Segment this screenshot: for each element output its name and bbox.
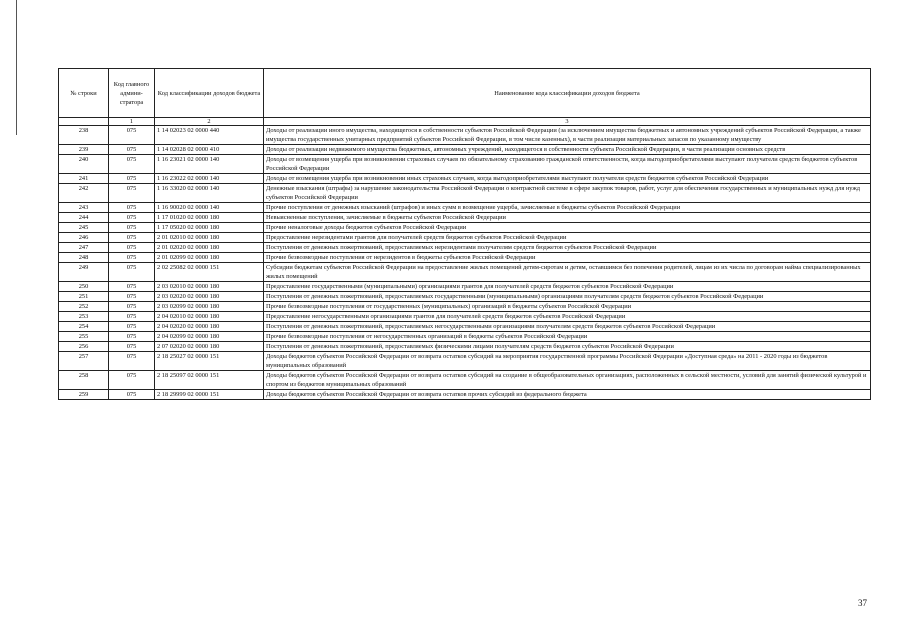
page-number: 37 xyxy=(858,598,867,608)
classification-code-cell: 1 16 90020 02 0000 140 xyxy=(155,203,264,213)
column-number-row xyxy=(59,118,871,126)
admin-code-cell: 075 xyxy=(109,233,155,243)
code-name-cell: Поступления от денежных пожертвований, предоставляемых физическими лицами получателям средств бюджетов субъектов Российской Федерации xyxy=(264,342,871,352)
table-row xyxy=(59,203,871,213)
header-code-name: Наименование кода классификации доходов бюджета xyxy=(264,69,871,118)
admin-code-cell: 075 xyxy=(109,203,155,213)
admin-code-cell: 075 xyxy=(109,174,155,184)
code-name-cell: Поступления от денежных пожертвований, предоставляемых нерезидентами получателям средств бюджетов субъектов Российской Федерации xyxy=(264,243,871,253)
row-number-cell: 255 xyxy=(59,332,109,342)
classification-code-cell: 2 18 29999 02 0000 151 xyxy=(155,390,264,400)
classification-code-cell: 1 16 23021 02 0000 140 xyxy=(155,155,264,174)
classification-code-cell: 2 01 02010 02 0000 180 xyxy=(155,233,264,243)
table-row xyxy=(59,126,871,145)
classification-code-cell: 1 17 05020 02 0000 180 xyxy=(155,223,264,233)
code-name-cell: Поступления от денежных пожертвований, предоставляемых негосударственными организациями получателям средств бюджетов субъектов Российской Федерации xyxy=(264,322,871,332)
classification-code-cell: 1 17 01020 02 0000 180 xyxy=(155,213,264,223)
row-number-cell: 238 xyxy=(59,126,109,145)
table-row xyxy=(59,332,871,342)
classification-code-cell: 2 18 25097 02 0000 151 xyxy=(155,371,264,390)
classification-code-cell: 2 07 02020 02 0000 180 xyxy=(155,342,264,352)
table-row xyxy=(59,184,871,203)
row-number-cell: 250 xyxy=(59,282,109,292)
admin-code-cell: 075 xyxy=(109,292,155,302)
row-number-cell: 257 xyxy=(59,352,109,371)
row-number-cell: 240 xyxy=(59,155,109,174)
row-number-cell: 242 xyxy=(59,184,109,203)
classification-code-cell: 2 04 02099 02 0000 180 xyxy=(155,332,264,342)
code-name-cell: Невыясненные поступления, зачисляемые в бюджеты субъектов Российской Федерации xyxy=(264,213,871,223)
code-name-cell: Доходы бюджетов субъектов Российской Федерации от возврата остатков субсидий на мероприятия государственной программы Российской Федерации «Доступная среда» на 2011 - 2020 годы из бюджетов муниципальных образований xyxy=(264,352,871,371)
table-row xyxy=(59,213,871,223)
classification-code-cell: 2 02 25082 02 0000 151 xyxy=(155,263,264,282)
admin-code-cell: 075 xyxy=(109,145,155,155)
code-name-cell: Прочие безвозмездные поступления от нерезидентов в бюджеты субъектов Российской Федерации xyxy=(264,253,871,263)
admin-code-cell: 075 xyxy=(109,302,155,312)
code-name-cell: Прочие безвозмездные поступления от государственных (муниципальных) организаций в бюджеты субъектов Российской Федерации xyxy=(264,302,871,312)
table-row xyxy=(59,352,871,371)
row-number-cell: 239 xyxy=(59,145,109,155)
admin-code-cell: 075 xyxy=(109,243,155,253)
table-row xyxy=(59,322,871,332)
table-body xyxy=(59,126,871,400)
column-number-2: 2 xyxy=(155,118,264,126)
table-row xyxy=(59,223,871,233)
row-number-cell: 253 xyxy=(59,312,109,322)
margin-line xyxy=(16,0,17,135)
row-number-cell: 252 xyxy=(59,302,109,312)
classification-code-cell: 2 04 02020 02 0000 180 xyxy=(155,322,264,332)
table-row xyxy=(59,282,871,292)
header-classification-code: Код классификации доходов бюджета xyxy=(155,69,264,118)
classification-code-cell: 2 18 25027 02 0000 151 xyxy=(155,352,264,371)
admin-code-cell: 075 xyxy=(109,322,155,332)
row-number-cell: 258 xyxy=(59,371,109,390)
code-name-cell: Доходы бюджетов субъектов Российской Федерации от возврата остатков субсидий на создание в общеобразовательных организациях, расположенных в сельской местности, условий для занятий физической культурой и спортом из бюджетов муниципальных образований xyxy=(264,371,871,390)
code-name-cell: Предоставление государственными (муниципальными) организациями грантов для получателей средств бюджетов субъектов Российской Федерации xyxy=(264,282,871,292)
admin-code-cell: 075 xyxy=(109,253,155,263)
table-row xyxy=(59,371,871,390)
classification-code-cell: 1 16 23022 02 0000 140 xyxy=(155,174,264,184)
row-number-cell: 249 xyxy=(59,263,109,282)
table-header-row xyxy=(59,69,871,118)
classification-code-cell: 2 03 02020 02 0000 180 xyxy=(155,292,264,302)
classification-code-cell: 1 14 02028 02 0000 410 xyxy=(155,145,264,155)
code-name-cell: Субсидии бюджетам субъектов Российской Федерации на предоставление жилых помещений детям-сиротам и детям, оставшимся без попечения родителей, лицам из их числа по договорам найма специализированных жилых помещений xyxy=(264,263,871,282)
admin-code-cell: 075 xyxy=(109,342,155,352)
header-row-number: № строки xyxy=(59,69,109,118)
code-name-cell: Доходы от реализации иного имущества, находящегося в собственности субъектов Российской Федерации (за исключением имущества бюджетных и автономных учреждений субъектов Российской Федерации, а также имущества государственных унитарных предприятий субъектов Российской Федерации, в том числе казенных), в части реализации материальных запасов по указанному имуществу xyxy=(264,126,871,145)
classification-code-cell: 2 04 02010 02 0000 180 xyxy=(155,312,264,322)
row-number-cell: 259 xyxy=(59,390,109,400)
admin-code-cell: 075 xyxy=(109,332,155,342)
admin-code-cell: 075 xyxy=(109,352,155,371)
row-number-cell: 245 xyxy=(59,223,109,233)
column-number-empty xyxy=(59,118,109,126)
code-name-cell: Денежные взыскания (штрафы) за нарушение законодательства Российской Федерации о контрактной системе в сфере закупок товаров, работ, услуг для обеспечения государственных и муниципальных нужд для нужд субъектов Российской Федерации xyxy=(264,184,871,203)
code-name-cell: Доходы от реализации недвижимого имущества бюджетных, автономных учреждений, находящегося в собственности субъекта Российской Федерации, в части реализации основных средств xyxy=(264,145,871,155)
table-row xyxy=(59,302,871,312)
code-name-cell: Доходы от возмещения ущерба при возникновении иных страховых случаев, когда выгодоприобретателями выступают получатели средств бюджетов субъектов Российской Федерации xyxy=(264,174,871,184)
admin-code-cell: 075 xyxy=(109,371,155,390)
row-number-cell: 244 xyxy=(59,213,109,223)
code-name-cell: Доходы от возмещения ущерба при возникновении страховых случаев по обязательному страхованию гражданской ответственности, когда выгодоприобретателями выступают получатели средств бюджетов субъектов Российской Федерации xyxy=(264,155,871,174)
row-number-cell: 251 xyxy=(59,292,109,302)
table-row xyxy=(59,243,871,253)
admin-code-cell: 075 xyxy=(109,223,155,233)
table-row xyxy=(59,312,871,322)
table-row xyxy=(59,145,871,155)
classification-code-cell: 1 16 33020 02 0000 140 xyxy=(155,184,264,203)
revenue-classification-table xyxy=(58,68,871,400)
admin-code-cell: 075 xyxy=(109,213,155,223)
admin-code-cell: 075 xyxy=(109,390,155,400)
classification-code-cell: 1 14 02023 02 0000 440 xyxy=(155,126,264,145)
code-name-cell: Поступления от денежных пожертвований, предоставляемых государственными (муниципальными) организациями получателям средств бюджетов субъектов Российской Федерации xyxy=(264,292,871,302)
code-name-cell: Прочие безвозмездные поступления от негосударственных организаций в бюджеты субъектов Российской Федерации xyxy=(264,332,871,342)
code-name-cell: Доходы бюджетов субъектов Российской Федерации от возврата остатков прочих субсидий из федерального бюджета xyxy=(264,390,871,400)
header-admin-code: Код главного админи-стратора xyxy=(109,69,155,118)
code-name-cell: Прочие неналоговые доходы бюджетов субъектов Российской Федерации xyxy=(264,223,871,233)
row-number-cell: 241 xyxy=(59,174,109,184)
code-name-cell: Предоставление негосударственными организациями грантов для получателей средств бюджетов субъектов Российской Федерации xyxy=(264,312,871,322)
code-name-cell: Прочие поступления от денежных взысканий (штрафов) и иных сумм в возмещение ущерба, зачисляемые в бюджеты субъектов Российской Федерации xyxy=(264,203,871,213)
admin-code-cell: 075 xyxy=(109,263,155,282)
table-row xyxy=(59,292,871,302)
row-number-cell: 248 xyxy=(59,253,109,263)
row-number-cell: 254 xyxy=(59,322,109,332)
table-row xyxy=(59,253,871,263)
row-number-cell: 247 xyxy=(59,243,109,253)
table-row xyxy=(59,155,871,174)
column-number-3: 3 xyxy=(264,118,871,126)
admin-code-cell: 075 xyxy=(109,184,155,203)
classification-code-cell: 2 03 02099 02 0000 180 xyxy=(155,302,264,312)
code-name-cell: Предоставление нерезидентами грантов для получателей средств бюджетов субъектов Российской Федерации xyxy=(264,233,871,243)
table-row xyxy=(59,174,871,184)
admin-code-cell: 075 xyxy=(109,155,155,174)
row-number-cell: 256 xyxy=(59,342,109,352)
table-row xyxy=(59,342,871,352)
admin-code-cell: 075 xyxy=(109,282,155,292)
row-number-cell: 243 xyxy=(59,203,109,213)
classification-code-cell: 2 01 02099 02 0000 180 xyxy=(155,253,264,263)
table-row xyxy=(59,233,871,243)
table-row xyxy=(59,263,871,282)
row-number-cell: 246 xyxy=(59,233,109,243)
admin-code-cell: 075 xyxy=(109,126,155,145)
classification-code-cell: 2 01 02020 02 0000 180 xyxy=(155,243,264,253)
table-row xyxy=(59,390,871,400)
classification-code-cell: 2 03 02010 02 0000 180 xyxy=(155,282,264,292)
admin-code-cell: 075 xyxy=(109,312,155,322)
column-number-1: 1 xyxy=(109,118,155,126)
